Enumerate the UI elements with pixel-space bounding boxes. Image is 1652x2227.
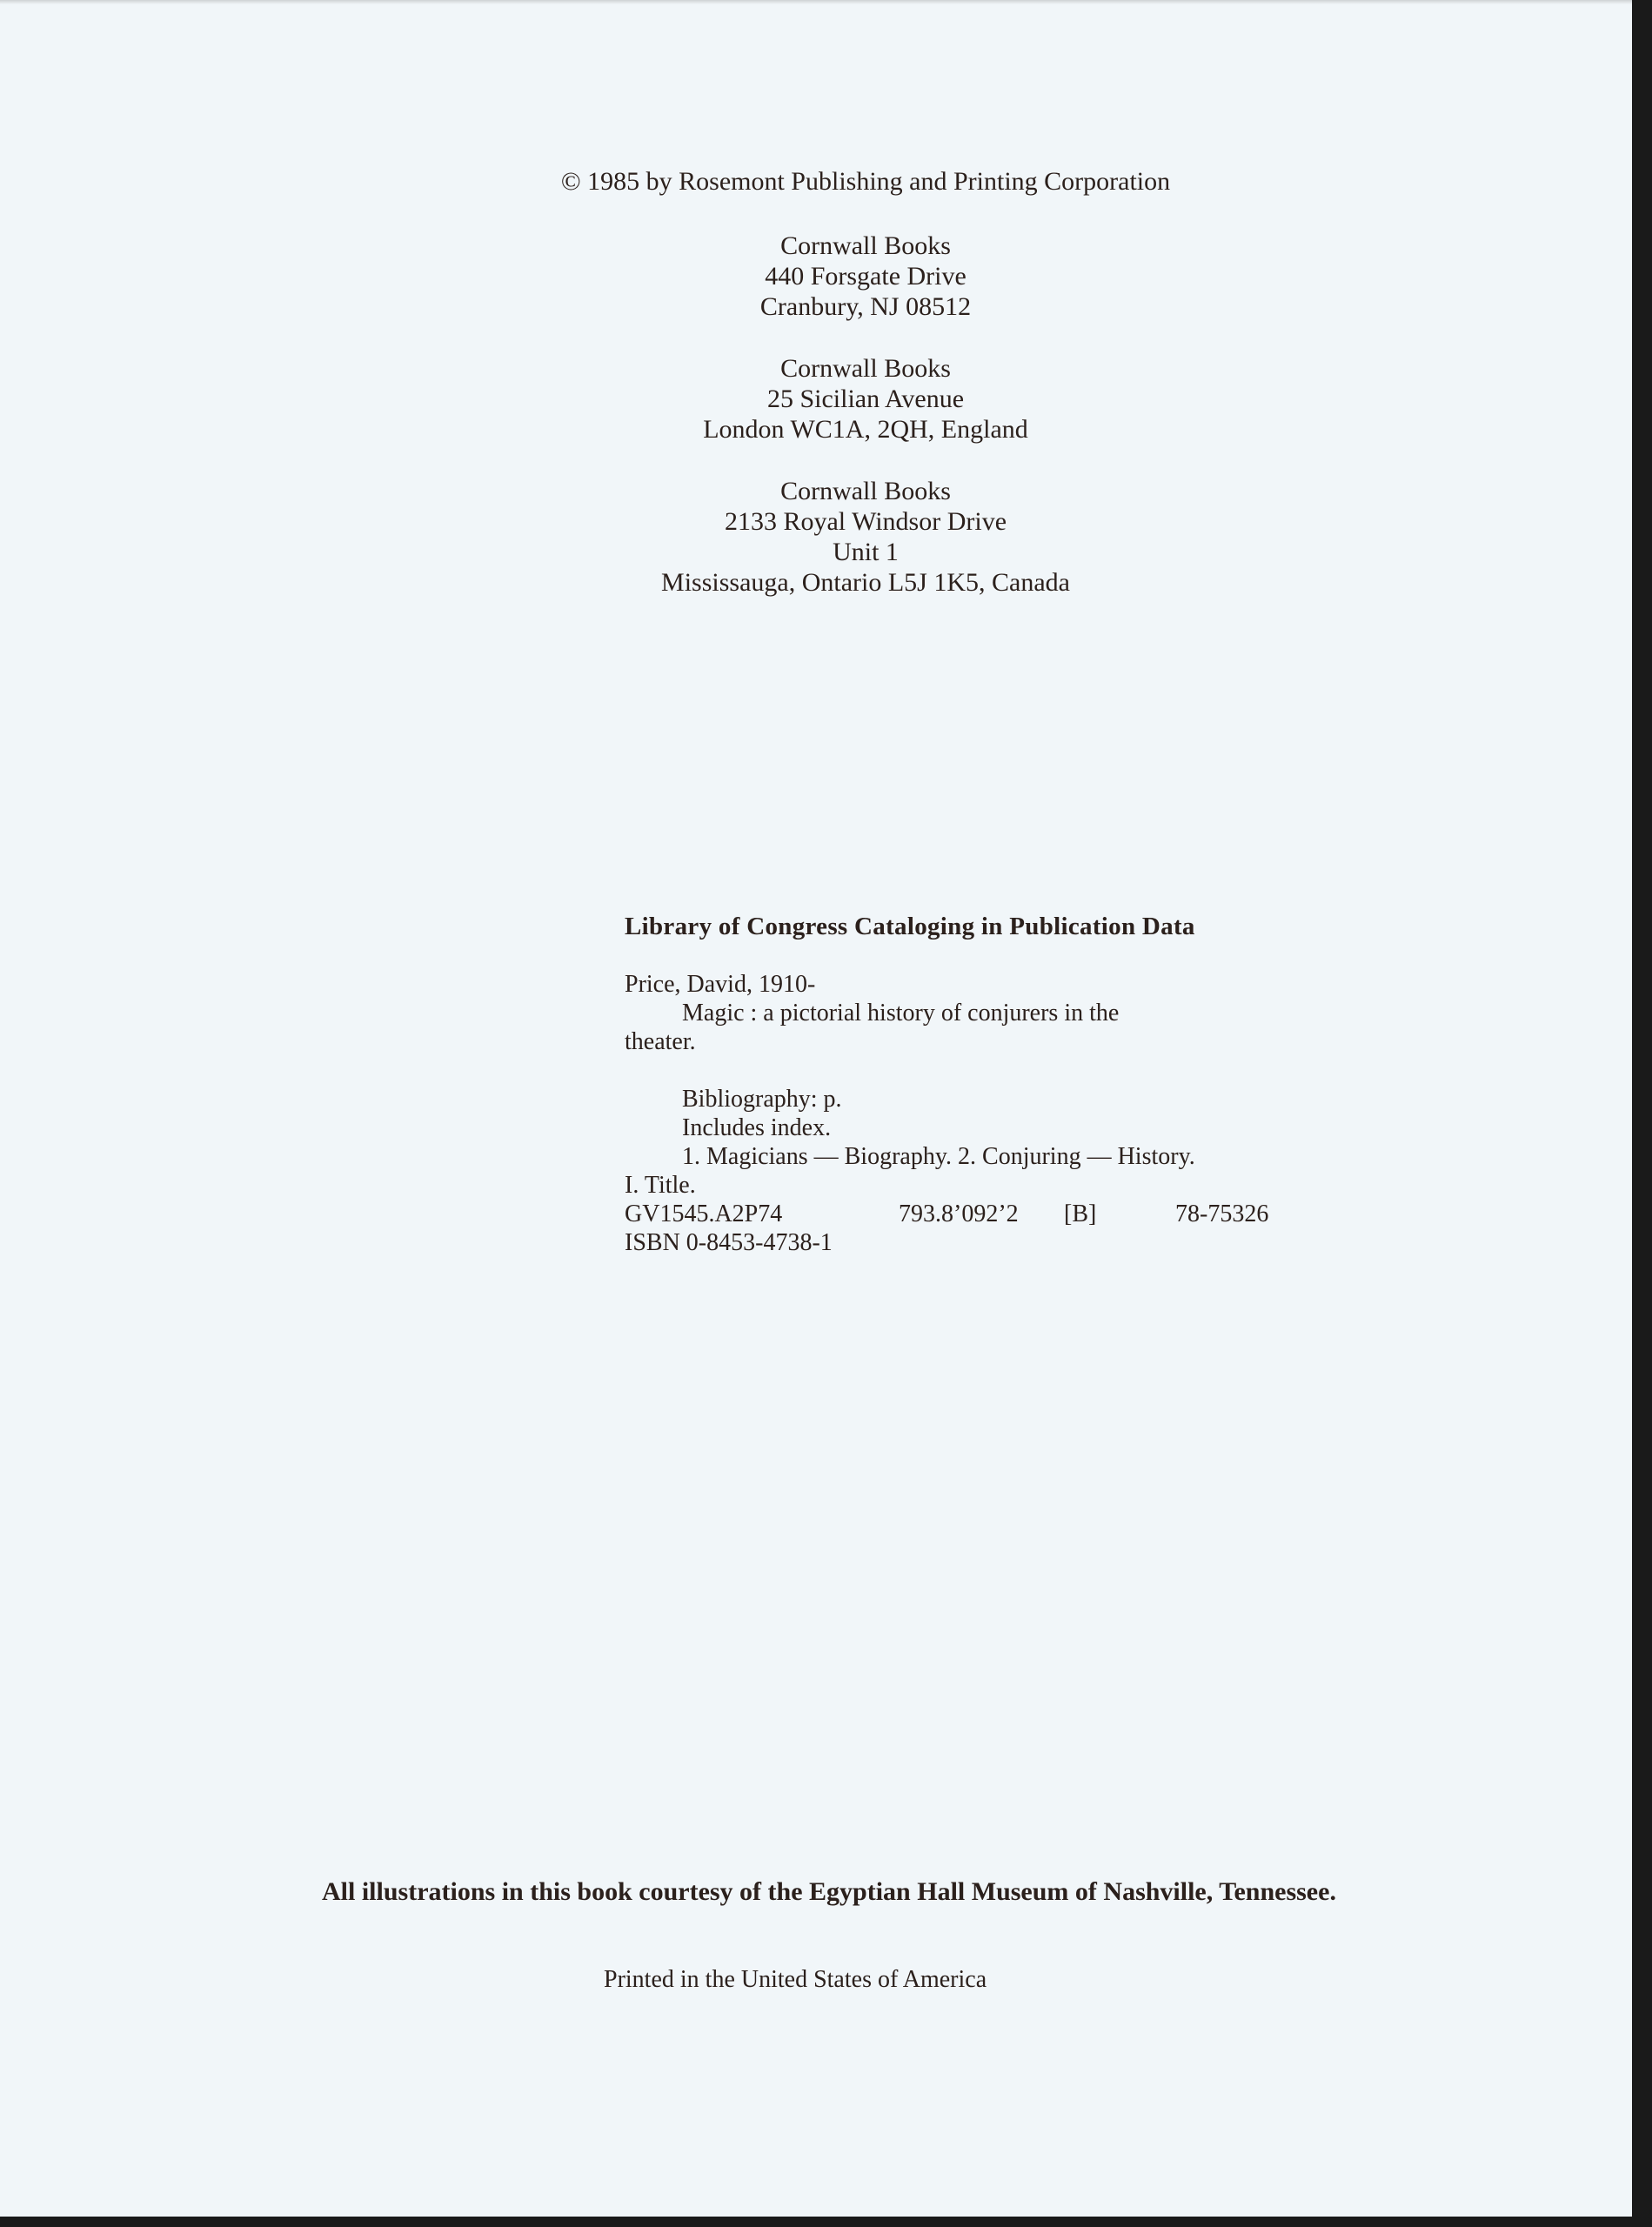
format-code: [B] — [1064, 1200, 1097, 1227]
cip-index-note: Includes index. — [682, 1114, 832, 1141]
cip-heading: Library of Congress Cataloging in Publication Data — [625, 913, 1195, 940]
address-line: Cornwall Books — [780, 231, 951, 260]
illustrations-credit: All illustrations in this book courtesy of the Egyptian Hall Museum of Nashville, Tennessee. — [322, 1877, 1336, 1906]
printed-in-notice: Printed in the United States of America — [604, 1966, 987, 1993]
address-line: 25 Sicilian Avenue — [766, 385, 965, 413]
address-line: Unit 1 — [833, 538, 899, 566]
cip-subjects-line: 1. Magicians — Biography. 2. Conjuring — History. — [682, 1143, 1195, 1170]
cataloging-in-publication-block — [625, 909, 1408, 1257]
lc-call-number: GV1545.A2P74 — [625, 1200, 783, 1227]
cip-title-line: theater. — [625, 1028, 696, 1055]
publisher-address-uk — [0, 353, 1652, 445]
cip-author: Price, David, 1910- — [625, 971, 816, 998]
address-line: Mississauga, Ontario L5J 1K5, Canada — [661, 568, 1070, 597]
cip-bibliography: Bibliography: p. — [682, 1086, 842, 1113]
address-line: Cranbury, NJ 08512 — [759, 292, 972, 321]
isbn: ISBN 0-8453-4738-1 — [625, 1229, 833, 1256]
address-line: Cornwall Books — [780, 354, 951, 383]
cip-subjects-line: I. Title. — [625, 1172, 696, 1199]
publisher-address-canada — [0, 476, 1652, 598]
address-line: London WC1A, 2QH, England — [703, 415, 1028, 444]
publisher-address-us — [0, 231, 1652, 322]
lccn: 78-75326 — [1175, 1200, 1269, 1227]
dewey-number: 793.8’092’2 — [899, 1200, 1019, 1227]
copyright-notice: © 1985 by Rosemont Publishing and Printing Corporation — [560, 167, 1171, 196]
cip-title-line: Magic : a pictorial history of conjurers in the — [682, 1000, 1120, 1027]
cip-classification-row — [625, 1200, 1408, 1228]
page-top-edge — [0, 0, 1632, 4]
address-line: 440 Forsgate Drive — [765, 262, 966, 291]
address-line: Cornwall Books — [780, 477, 951, 505]
address-line: 2133 Royal Windsor Drive — [724, 507, 1007, 536]
